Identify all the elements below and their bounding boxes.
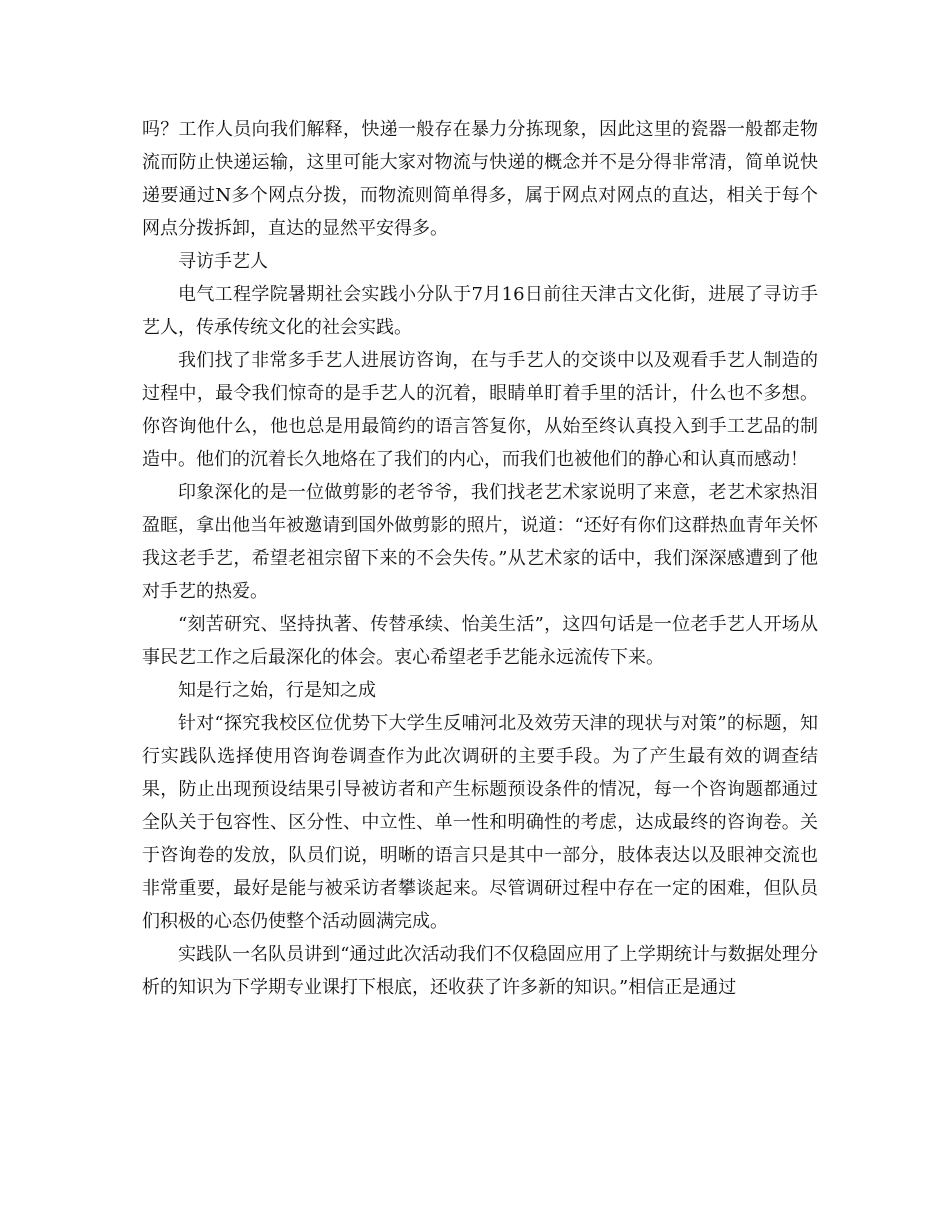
paragraph-body: 印象深化的是一位做剪影的老爷爷，我们找老艺术家说明了来意，老艺术家热泪盈眶，拿出他当年被邀请到国外做剪影的照片，说道：“还好有你们这群热血青年关怀我这老手艺，希望老祖宗留下来的不会失传。”从艺术家的话中，我们深深感遭到了他对手艺的热爱。 [142,482,818,602]
document-body [142,113,818,1004]
paragraph-body: 我们找了非常多手艺人进展访咨询，在与手艺人的交谈中以及观看手艺人制造的过程中，最令我们惊奇的是手艺人的沉着，眼睛单盯着手里的活计，什么也不多想。你咨询他什么，他也总是用最简约的语言答复你，从始至终认真投入到手工艺品的制造中。他们的沉着长久地烙在了我们的内心，而我们也被他们的静心和认真而感动！ [142,350,818,470]
paragraph-body: 针对“探究我校区位优势下大学生反哺河北及效劳天津的现状与对策”的标题，知行实践队选择使用咨询卷调查作为此次调研的主要手段。为了产生最有效的调查结果，防止出现预设结果引导被访者和产生标题预设条件的情况，每一个咨询题都通过全队关于包容性、区分性、中立性、单一性和明确性的考虑，达成最终的咨询卷。关于咨询卷的发放，队员们说，明晰的语言只是其中一部分，肢体表达以及眼神交流也非常重要，最好是能与被采访者攀谈起来。尽管调研过程中存在一定的困难，但队员们积极的心态仍使整个活动圆满完成。 [142,713,818,932]
paragraph-body: “刻苦研究、坚持执著、传替承续、怡美生活”，这四句话是一位老手艺人开场从事民艺工作之后最深化的体会。衷心希望老手艺能永远流传下来。 [142,614,818,668]
section-heading-knowledge-action: 知是行之始，行是知之成 [178,680,376,701]
section-heading-artisans: 寻访手艺人 [178,251,268,272]
paragraph-body: 实践队一名队员讲到“通过此次活动我们不仅稳固应用了上学期统计与数据处理分析的知识为下学期专业课打下根底，还收获了许多新的知识。”相信正是通过 [142,944,818,998]
paragraph-body: 电气工程学院暑期社会实践小分队于7月16日前往天津古文化街，进展了寻访手艺人，传承传统文化的社会实践。 [142,284,818,338]
paragraph-continuation: 吗？工作人员向我们解释，快递一般存在暴力分拣现象，因此这里的瓷器一般都走物流而防止快递运输，这里可能大家对物流与快递的概念并不是分得非常清，简单说快递要通过N多个网点分拨，而物流则简单得多，属于网点对网点的直达，相关于每个网点分拨拆卸，直达的显然平安得多。 [142,119,818,239]
